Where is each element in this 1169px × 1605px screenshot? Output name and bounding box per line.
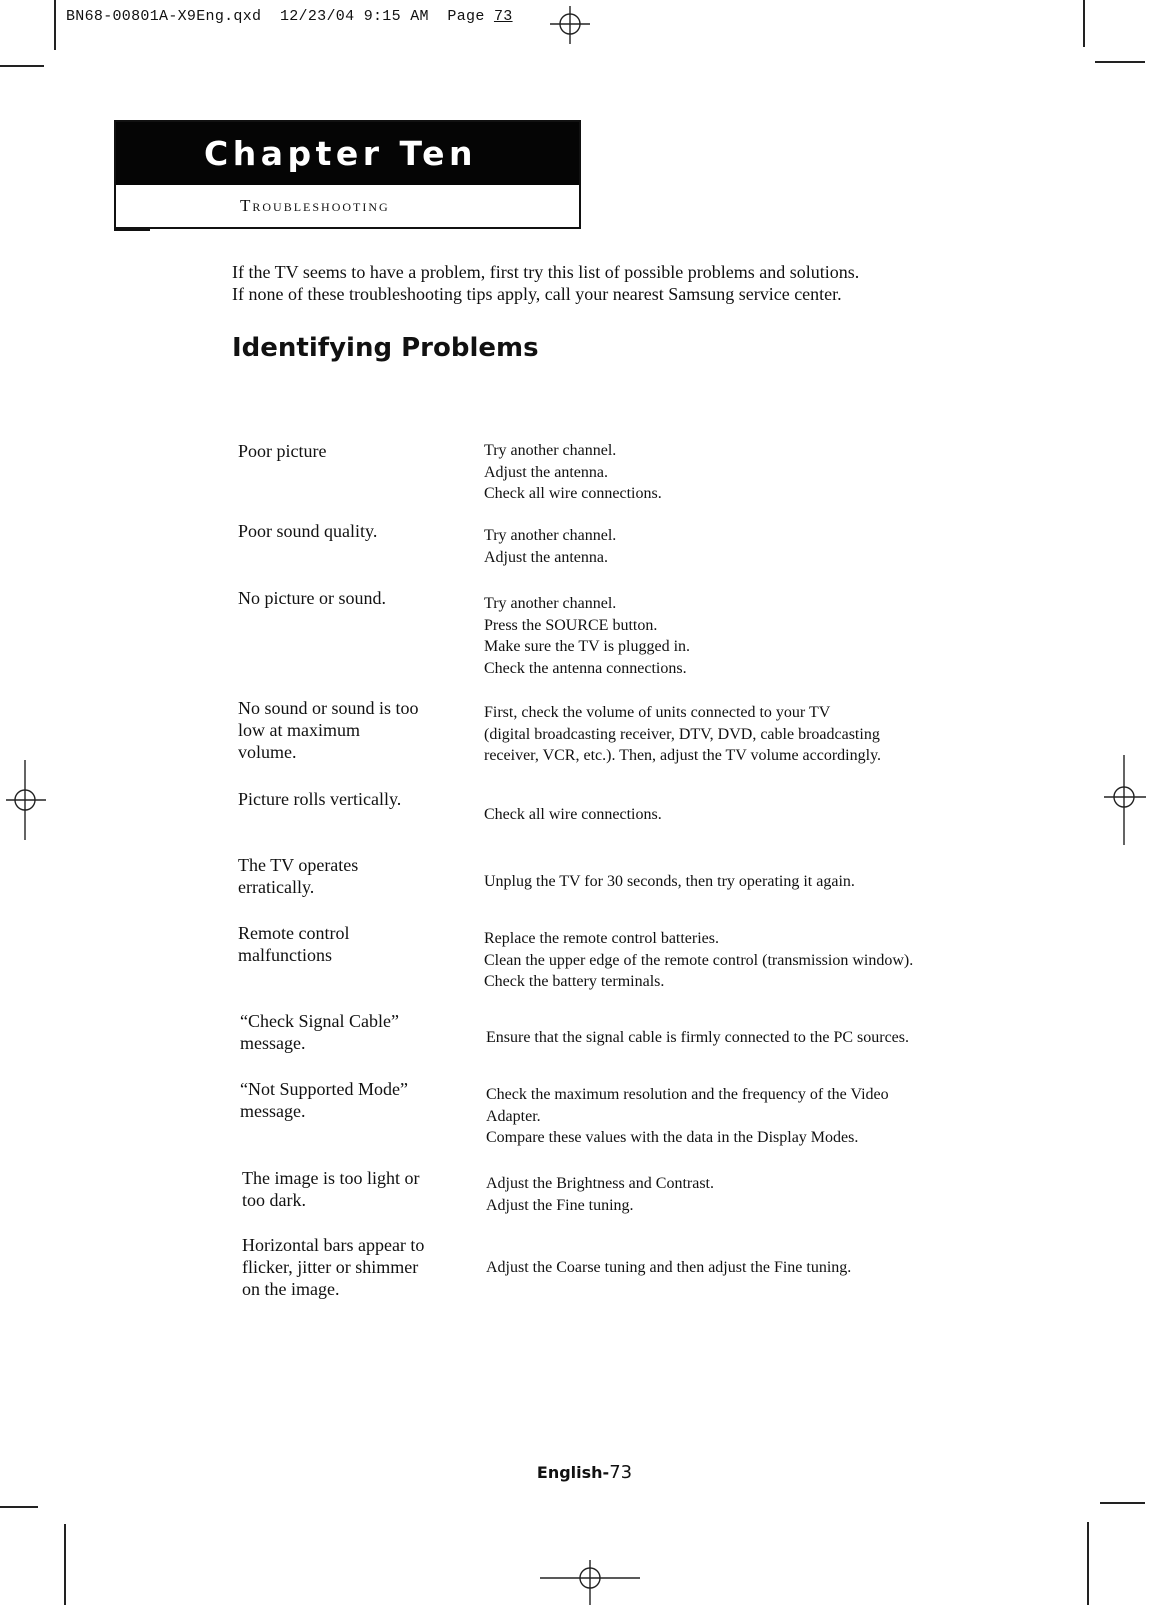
problem-cell <box>238 788 468 810</box>
crop-mark-top-right-vertical <box>1083 0 1085 47</box>
problem-line: Picture rolls vertically. <box>238 789 402 809</box>
problem-line: too dark. <box>242 1190 306 1210</box>
solution-line: Adjust the Coarse tuning and then adjust the Fine tuning. <box>486 1259 852 1276</box>
solution-line: Check all wire connections. <box>484 806 662 823</box>
section-title: Identifying Problems <box>232 333 539 363</box>
slug-file: BN68-00801A-X9Eng.qxd <box>66 8 262 25</box>
problem-cell <box>238 440 468 462</box>
intro-line: If the TV seems to have a problem, first try this list of possible problems and solutions. <box>232 262 860 282</box>
problem-line: No picture or sound. <box>238 588 386 608</box>
slug-page-label: Page <box>447 8 485 25</box>
problem-line: message. <box>240 1101 306 1121</box>
slug-page-number: 73 <box>493 8 513 25</box>
solution-line: Check all wire connections. <box>484 485 662 502</box>
problem-cell <box>240 1010 470 1054</box>
problem-cell <box>238 587 468 609</box>
solution-line: Replace the remote control batteries. <box>484 930 720 947</box>
problem-line: Horizontal bars appear to <box>242 1235 425 1255</box>
problem-line: Poor sound quality. <box>238 521 378 541</box>
solution-line: Clean the upper edge of the remote control (transmission window). <box>484 951 914 969</box>
intro-paragraph <box>232 261 992 305</box>
solution-cell <box>486 1173 1006 1216</box>
registration-mark-bottom-icon <box>540 1560 640 1605</box>
problem-cell <box>238 520 468 542</box>
solution-line: Check the battery terminals. <box>484 973 665 990</box>
crop-mark-top-right-horizontal <box>1095 61 1145 63</box>
problem-line: low at maximum <box>238 720 360 740</box>
solution-line: (digital broadcasting receiver, DTV, DVD, cable broadcasting <box>484 725 880 743</box>
solution-cell <box>484 702 1044 767</box>
chapter-subtitle: Troubleshooting <box>240 196 390 215</box>
solution-cell <box>484 440 1004 505</box>
solution-line: Adapter. <box>486 1107 541 1125</box>
problem-cell <box>240 1078 470 1122</box>
solution-line: receiver, VCR, etc.). Then, adjust the TV volume accordingly. <box>484 747 882 764</box>
problem-line: “Check Signal Cable” <box>240 1011 399 1031</box>
solution-line: First, check the volume of units connected to your TV <box>484 704 831 721</box>
problem-line: erratically. <box>238 877 315 897</box>
crop-mark-bottom-left-vertical <box>64 1524 66 1605</box>
problem-cell <box>238 922 468 966</box>
problem-cell <box>242 1167 472 1211</box>
registration-mark-left-icon <box>6 760 46 840</box>
problem-line: The TV operates <box>238 855 359 875</box>
problem-line: on the image. <box>242 1279 340 1299</box>
problem-line: volume. <box>238 742 297 762</box>
chapter-underline <box>114 229 150 231</box>
solution-line: Adjust the antenna. <box>484 463 608 481</box>
footer-label: English- <box>536 1463 610 1482</box>
solution-cell <box>486 1084 1046 1149</box>
solution-line: Ensure that the signal cable is firmly connected to the PC sources. <box>486 1029 909 1046</box>
solution-line: Check the maximum resolution and the frequency of the Video <box>486 1086 889 1103</box>
problem-line: Poor picture <box>238 441 327 461</box>
problem-line: malfunctions <box>238 945 332 965</box>
problem-line: flicker, jitter or shimmer <box>242 1257 419 1277</box>
solution-line: Try another channel. <box>484 442 617 459</box>
solution-cell <box>486 1027 1046 1049</box>
registration-mark-top-icon <box>550 4 590 44</box>
problem-line: No sound or sound is too <box>238 698 419 718</box>
crop-mark-bottom-right-horizontal <box>1100 1502 1145 1504</box>
solution-line: Press the SOURCE button. <box>484 616 658 634</box>
solution-cell <box>484 525 1004 568</box>
crop-mark-bottom-left-horizontal <box>0 1506 38 1508</box>
solution-line: Check the antenna connections. <box>484 659 687 677</box>
problem-line: Remote control <box>238 923 350 943</box>
problem-line: The image is too light or <box>242 1168 420 1188</box>
problem-line: “Not Supported Mode” <box>240 1079 408 1099</box>
solution-line: Unplug the TV for 30 seconds, then try operating it again. <box>484 873 855 890</box>
slug-date: 12/23/04 <box>279 8 355 25</box>
solution-line: Compare these values with the data in the Display Modes. <box>486 1129 859 1146</box>
solution-cell <box>486 1257 1006 1279</box>
registration-mark-right-icon <box>1102 755 1146 845</box>
crop-mark-top-left-horizontal <box>0 65 44 67</box>
solution-cell <box>484 593 1004 679</box>
chapter-title: Chapter Ten <box>116 122 579 185</box>
crop-mark-bottom-right-vertical <box>1087 1522 1089 1605</box>
solution-cell <box>484 871 1004 893</box>
solution-line: Try another channel. <box>484 527 617 544</box>
solution-line: Adjust the Brightness and Contrast. <box>486 1175 714 1192</box>
solution-cell <box>484 804 1004 826</box>
solution-line: Try another channel. <box>484 595 617 612</box>
intro-line: If none of these troubleshooting tips apply, call your nearest Samsung service center. <box>232 284 842 304</box>
crop-mark-top-left-vertical <box>54 0 56 50</box>
slug-time: 9:15 AM <box>363 8 429 25</box>
footer-page-number: 73 <box>609 1462 633 1483</box>
chapter-header <box>114 120 581 229</box>
solution-line: Make sure the TV is plugged in. <box>484 638 691 655</box>
solution-cell <box>484 928 1044 993</box>
problem-cell <box>242 1234 472 1300</box>
problem-line: message. <box>240 1033 306 1053</box>
solution-line: Adjust the Fine tuning. <box>486 1196 634 1214</box>
print-slug <box>66 8 513 25</box>
problem-cell <box>238 697 468 763</box>
problem-cell <box>238 854 468 898</box>
solution-line: Adjust the antenna. <box>484 548 608 566</box>
page-footer <box>0 1462 1169 1483</box>
